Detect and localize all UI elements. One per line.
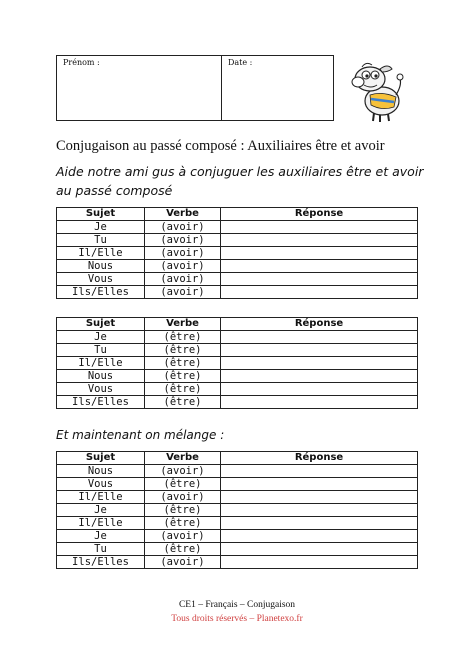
verbe-cell: (avoir): [145, 465, 221, 478]
column-header-verbe: Verbe: [145, 452, 221, 465]
verbe-cell: (être): [145, 396, 221, 409]
table-avoir: [56, 207, 418, 299]
sujet-cell: Vous: [57, 383, 145, 396]
verbe-cell: (avoir): [145, 530, 221, 543]
footer-copyright: Tous droits réservés – Planetexo.fr: [171, 614, 303, 624]
sujet-cell: Tu: [57, 543, 145, 556]
reponse-cell[interactable]: [221, 234, 418, 247]
sujet-cell: Il/Elle: [57, 247, 145, 260]
reponse-cell[interactable]: [221, 465, 418, 478]
reponse-cell[interactable]: [221, 286, 418, 299]
verbe-cell: (avoir): [145, 286, 221, 299]
column-header-reponse: Réponse: [221, 208, 418, 221]
reponse-cell[interactable]: [221, 260, 418, 273]
page-title: Conjugaison au passé composé : Auxiliaires être et avoir: [56, 138, 385, 154]
table-row: [57, 478, 418, 491]
mixed-subheading: Et maintenant on mélange :: [56, 428, 225, 442]
column-header-reponse: Réponse: [221, 318, 418, 331]
reponse-cell[interactable]: [221, 543, 418, 556]
table-row: [57, 331, 418, 344]
sujet-cell: Ils/Elles: [57, 286, 145, 299]
table-row: [57, 396, 418, 409]
sujet-cell: Vous: [57, 478, 145, 491]
column-header-sujet: Sujet: [57, 208, 145, 221]
verbe-cell: (être): [145, 504, 221, 517]
reponse-cell[interactable]: [221, 344, 418, 357]
reponse-cell[interactable]: [221, 273, 418, 286]
verbe-cell: (avoir): [145, 221, 221, 234]
column-header-verbe: Verbe: [145, 208, 221, 221]
verbe-cell: (avoir): [145, 247, 221, 260]
reponse-cell[interactable]: [221, 556, 418, 569]
table-row: [57, 344, 418, 357]
table-row: [57, 370, 418, 383]
sujet-cell: Il/Elle: [57, 517, 145, 530]
verbe-cell: (avoir): [145, 234, 221, 247]
sujet-cell: Je: [57, 530, 145, 543]
instruction-text: Aide notre ami gus à conjuguer les auxiliaires être et avoir au passé composé: [56, 164, 424, 198]
table-row: [57, 491, 418, 504]
reponse-cell[interactable]: [221, 478, 418, 491]
column-header-sujet: Sujet: [57, 318, 145, 331]
table-row: [57, 517, 418, 530]
sujet-cell: Tu: [57, 234, 145, 247]
verbe-cell: (être): [145, 478, 221, 491]
verbe-cell: (être): [145, 331, 221, 344]
name-date-box: [56, 55, 334, 121]
table-row: [57, 556, 418, 569]
verbe-cell: (avoir): [145, 260, 221, 273]
table-row: [57, 273, 418, 286]
reponse-cell[interactable]: [221, 221, 418, 234]
reponse-cell[interactable]: [221, 331, 418, 344]
sujet-cell: Je: [57, 221, 145, 234]
verbe-cell: (être): [145, 517, 221, 530]
reponse-cell[interactable]: [221, 247, 418, 260]
table-row: [57, 543, 418, 556]
sujet-cell: Nous: [57, 260, 145, 273]
table-row: [57, 260, 418, 273]
reponse-cell[interactable]: [221, 396, 418, 409]
reponse-cell[interactable]: [221, 357, 418, 370]
sheep-mascot-icon: [344, 55, 414, 125]
sujet-cell: Je: [57, 504, 145, 517]
reponse-cell[interactable]: [221, 383, 418, 396]
sujet-cell: Ils/Elles: [57, 556, 145, 569]
table-row: [57, 221, 418, 234]
reponse-cell[interactable]: [221, 530, 418, 543]
date-label: Date :: [228, 58, 253, 67]
sujet-cell: Ils/Elles: [57, 396, 145, 409]
table-row: [57, 383, 418, 396]
table-row: [57, 530, 418, 543]
footer-course: CE1 – Français – Conjugaison: [178, 600, 296, 610]
column-header-reponse: Réponse: [221, 452, 418, 465]
reponse-cell[interactable]: [221, 504, 418, 517]
reponse-cell[interactable]: [221, 491, 418, 504]
table-row: [57, 504, 418, 517]
sujet-cell: Vous: [57, 273, 145, 286]
sujet-cell: Je: [57, 331, 145, 344]
reponse-cell[interactable]: [221, 370, 418, 383]
verbe-cell: (avoir): [145, 556, 221, 569]
table-row: [57, 286, 418, 299]
table-row: [57, 247, 418, 260]
date-field[interactable]: [222, 56, 333, 120]
prenom-label: Prénom :: [63, 58, 100, 67]
column-header-verbe: Verbe: [145, 318, 221, 331]
sujet-cell: Nous: [57, 370, 145, 383]
sujet-cell: Il/Elle: [57, 491, 145, 504]
sujet-cell: Nous: [57, 465, 145, 478]
verbe-cell: (être): [145, 383, 221, 396]
verbe-cell: (être): [145, 370, 221, 383]
verbe-cell: (être): [145, 543, 221, 556]
prenom-field[interactable]: [57, 56, 222, 120]
table-row: [57, 234, 418, 247]
verbe-cell: (être): [145, 344, 221, 357]
column-header-sujet: Sujet: [57, 452, 145, 465]
verbe-cell: (avoir): [145, 273, 221, 286]
verbe-cell: (être): [145, 357, 221, 370]
table-mixed: [56, 451, 418, 569]
table-row: [57, 357, 418, 370]
table-etre: [56, 317, 418, 409]
verbe-cell: (avoir): [145, 491, 221, 504]
table-row: [57, 465, 418, 478]
reponse-cell[interactable]: [221, 517, 418, 530]
sujet-cell: Tu: [57, 344, 145, 357]
sujet-cell: Il/Elle: [57, 357, 145, 370]
